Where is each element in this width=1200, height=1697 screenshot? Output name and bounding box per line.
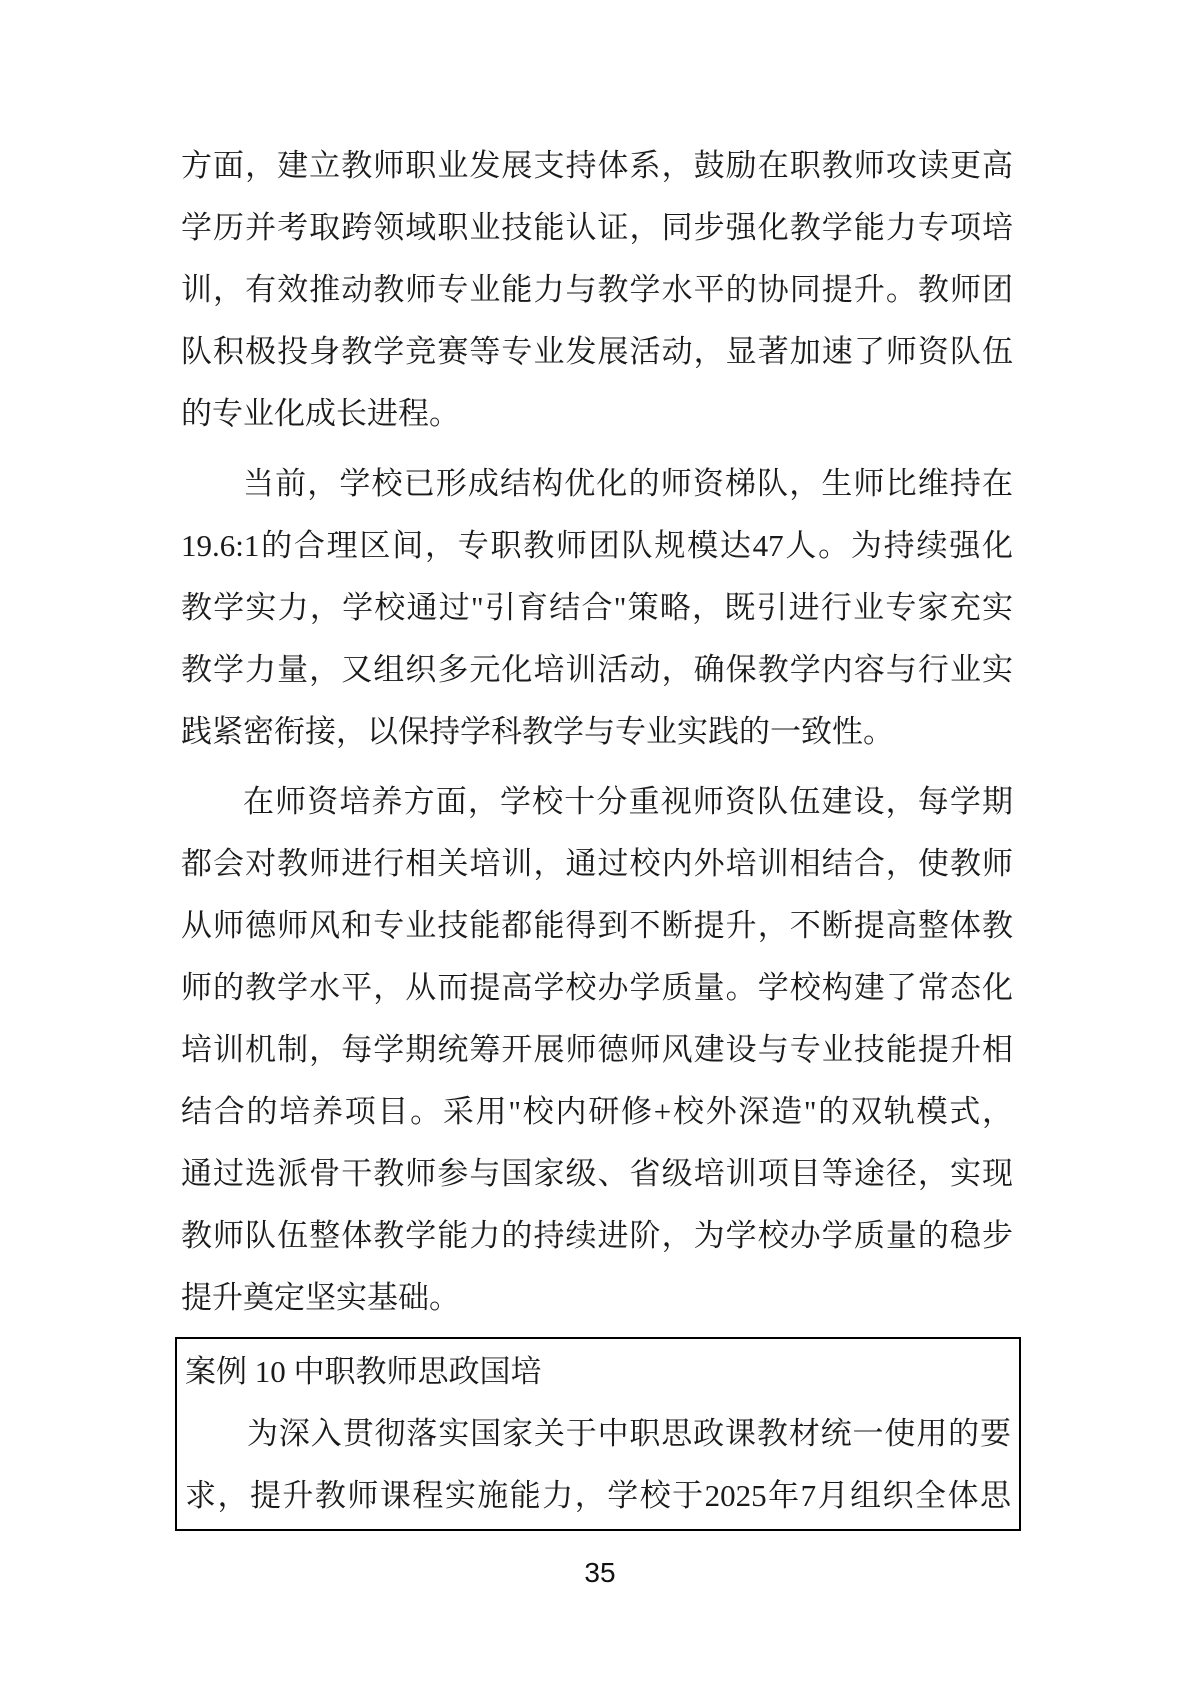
paragraph xyxy=(181,453,1013,763)
text-line: 都会对教师进行相关培训，通过校内外培训相结合，使教师 xyxy=(181,846,1013,881)
case-box-title: 案例 10 中职教师思政国培 xyxy=(185,1354,542,1389)
text-column xyxy=(181,135,1013,1531)
text-line: 提升奠定坚实基础。 xyxy=(181,1280,460,1315)
text-line: 在师资培养方面，学校十分重视师资队伍建设，每学期 xyxy=(243,784,1013,819)
page-number: 35 xyxy=(584,1557,616,1588)
text-line: 践紧密衔接，以保持学科教学与专业实践的一致性。 xyxy=(181,714,894,749)
case-box xyxy=(175,1337,1021,1531)
text-line: 的专业化成长进程。 xyxy=(181,396,460,431)
text-line: 方面，建立教师职业发展支持体系，鼓励在职教师攻读更高 xyxy=(181,148,1013,183)
text-line: 为深入贯彻落实国家关于中职思政课教材统一使用的要 xyxy=(247,1416,1011,1451)
paragraph xyxy=(181,135,1013,445)
text-line: 求，提升教师课程实施能力，学校于2025年7月组织全体思 xyxy=(185,1478,1011,1513)
text-line: 训，有效推动教师专业能力与教学水平的协同提升。教师团 xyxy=(181,272,1013,307)
text-line: 教师队伍整体教学能力的持续进阶，为学校办学质量的稳步 xyxy=(181,1218,1013,1253)
text-line: 师的教学水平，从而提高学校办学质量。学校构建了常态化 xyxy=(181,970,1013,1005)
text-line: 从师德师风和专业技能都能得到不断提升，不断提高整体教 xyxy=(181,908,1013,943)
text-line: 教学实力，学校通过"引育结合"策略，既引进行业专家充实 xyxy=(181,590,1013,625)
text-line: 学历并考取跨领域职业技能认证，同步强化教学能力专项培 xyxy=(181,210,1013,245)
text-line: 队积极投身教学竞赛等专业发展活动，显著加速了师资队伍 xyxy=(181,334,1013,369)
text-line: 通过选派骨干教师参与国家级、省级培训项目等途径，实现 xyxy=(181,1156,1013,1191)
paragraph xyxy=(181,771,1013,1329)
text-line: 教学力量，又组织多元化培训活动，确保教学内容与行业实 xyxy=(181,652,1013,687)
text-line: 培训机制，每学期统筹开展师德师风建设与专业技能提升相 xyxy=(181,1032,1013,1067)
text-line: 当前，学校已形成结构优化的师资梯队，生师比维持在 xyxy=(243,466,1013,501)
text-line: 19.6:1的合理区间，专职教师团队规模达47人。为持续强化 xyxy=(181,528,1013,563)
text-line: 结合的培养项目。采用"校内研修+校外深造"的双轨模式， xyxy=(181,1094,1013,1129)
